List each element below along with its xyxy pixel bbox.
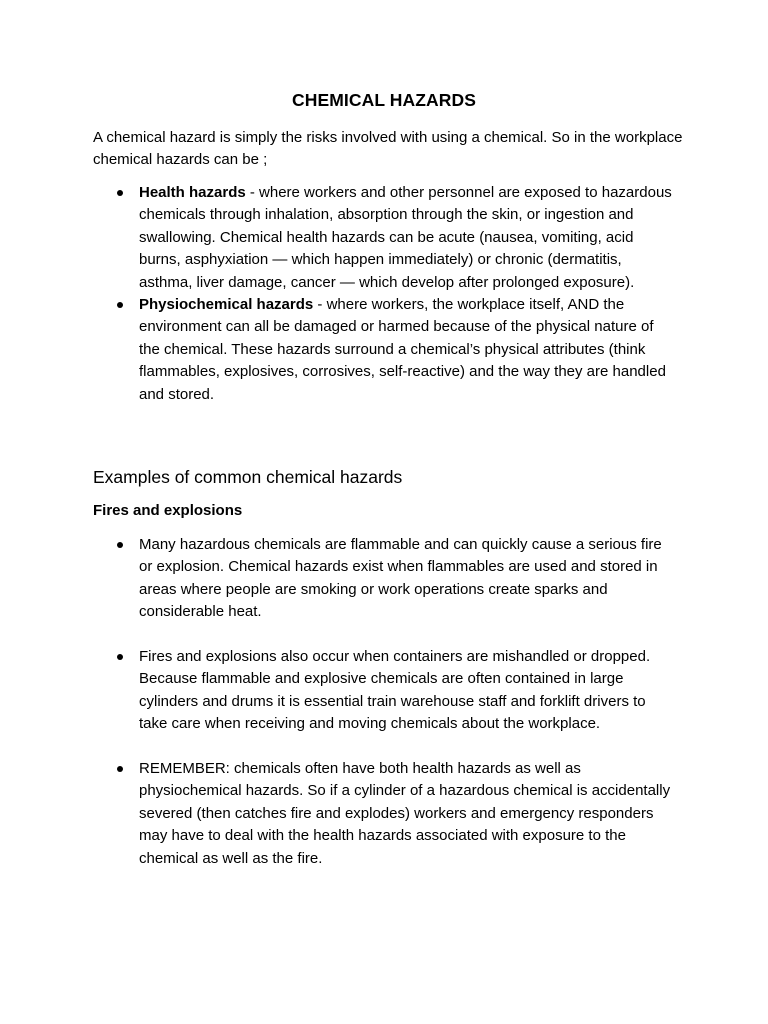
list-item-physiochemical-hazards bbox=[93, 294, 673, 406]
bullet-icon bbox=[117, 190, 123, 196]
list-item-text: REMEMBER: chemicals often have both health hazards as well as physiochemical hazards. So if a cylinder of a hazardous chemical is accidentally severed (then catches fire and explodes) workers and emergency responders may have to deal with the health hazards associated with exposure to the chemical as well as the fire. bbox=[139, 760, 671, 867]
hazard-types-list bbox=[93, 182, 673, 406]
bullet-icon bbox=[117, 302, 123, 308]
bullet-icon bbox=[117, 766, 123, 772]
list-item-health-hazards bbox=[93, 182, 673, 294]
list-item-text: Fires and explosions also occur when containers are mishandled or dropped. Because flammable and explosive chemicals are often contained in large cylinders and drums it is essential train warehouse staff and forklift drivers to take care when receiving and moving chemicals about the workplace. bbox=[139, 648, 651, 733]
bullet-icon bbox=[117, 542, 123, 548]
fires-subheading: Fires and explosions bbox=[93, 502, 243, 519]
document-title: CHEMICAL HAZARDS bbox=[291, 90, 477, 110]
list-item bbox=[93, 646, 673, 736]
list-item bbox=[93, 758, 673, 870]
hazard-term: Physiochemical hazards bbox=[139, 296, 314, 314]
intro-paragraph: A chemical hazard is simply the risks involved with using a chemical. So in the workplace chemical hazards can be ; bbox=[93, 129, 683, 168]
hazard-term: Health hazards bbox=[139, 184, 246, 201]
examples-heading: Examples of common chemical hazards bbox=[93, 467, 403, 487]
bullet-icon bbox=[117, 654, 123, 660]
hazard-description: - where workers, the workplace itself, AND the environment can all be damaged or harmed because of the physical nature of the chemical. These hazards surround a chemical’s physical attributes (think flammables, explosives, corrosives, self-reactive) and the way they are handled and stored. bbox=[139, 296, 666, 403]
hazard-description: - where workers and other personnel are exposed to hazardous chemicals through inhalation, absorption through the skin, or ingestion and swallowing. Chemical health hazards can be acute (nausea, vomiting, acid burns, asphyxiation — which happen immediately) or chronic (dermatitis, asthma, liver damage, cancer — which develop after prolonged exposure). bbox=[139, 184, 672, 291]
fires-list bbox=[93, 534, 673, 870]
list-item-text: Many hazardous chemicals are flammable and can quickly cause a serious fire or explosion. Chemical hazards exist when flammables are used and stored in areas where people are smoking or work operations create sparks and considerable heat. bbox=[139, 536, 662, 621]
list-item bbox=[93, 534, 673, 624]
